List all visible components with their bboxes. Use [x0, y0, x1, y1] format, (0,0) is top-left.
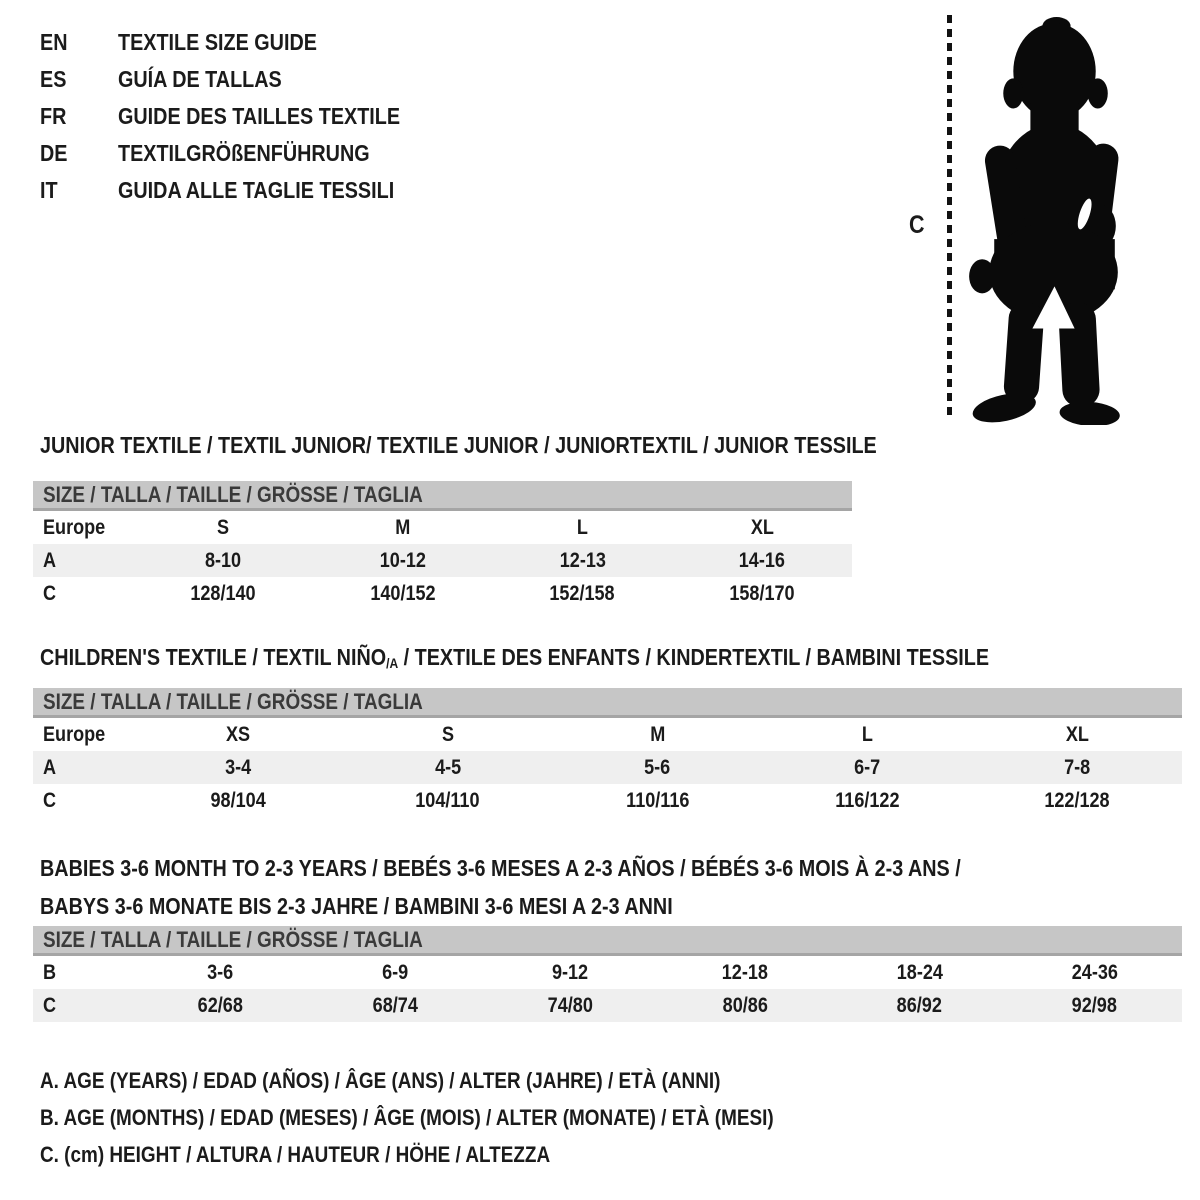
table-cell: L: [861, 722, 873, 746]
table-cell: S: [216, 515, 229, 539]
row-label: C: [43, 993, 57, 1017]
table-cell: 6-9: [382, 960, 409, 984]
babies-section-title: [40, 849, 1111, 925]
table-row-europe: [33, 511, 852, 544]
table-cell: 7-8: [1064, 755, 1091, 779]
row-label: C: [43, 581, 57, 605]
table-cell: 12-13: [559, 548, 606, 572]
children-size-table: [33, 688, 1182, 817]
table-cell: 98/104: [210, 788, 266, 812]
language-guide-title: GUIDA ALLE TAGLIE TESSILI: [118, 177, 395, 203]
table-cell: 4-5: [434, 755, 461, 779]
table-cell: S: [441, 722, 454, 746]
legend-line-a: A. AGE (YEARS) / EDAD (AÑOS) / ÂGE (ANS) / ALTER (JAHRE) / ETÀ (ANNI): [40, 1067, 721, 1093]
table-cell: 6-7: [854, 755, 881, 779]
table-cell: 128/140: [190, 581, 256, 605]
table-cell: 140/152: [369, 581, 436, 605]
height-measure-label: C: [909, 211, 925, 239]
table-cell: M: [649, 722, 666, 746]
table-cell: 14-16: [739, 548, 786, 572]
language-row-it: [40, 172, 446, 209]
table-cell: 9-12: [551, 960, 589, 984]
language-code: DE: [40, 140, 68, 166]
table-cell: 80/86: [722, 993, 768, 1017]
babies-title-line1: BABIES 3-6 MONTH TO 2-3 YEARS / BEBÉS 3-6 MESES A 2-3 AÑOS / BÉBÉS 3-6 MOIS À 2-3 ANS /: [40, 855, 961, 881]
table-row-age-months: [33, 956, 1182, 989]
language-title-list: [40, 24, 446, 209]
size-header-bar: [33, 481, 852, 511]
language-row-es: [40, 61, 446, 98]
table-row-age: [33, 751, 1182, 784]
table-cell: M: [395, 515, 411, 539]
row-label: Europe: [43, 722, 106, 746]
table-cell: 10-12: [379, 548, 426, 572]
language-guide-title: TEXTILGRÖßENFÜHRUNG: [118, 140, 370, 166]
language-code: ES: [40, 66, 67, 92]
table-cell: 68/74: [372, 993, 418, 1017]
measurement-legend: [40, 1062, 893, 1173]
table-cell: 74/80: [547, 993, 593, 1017]
table-cell: XL: [1065, 722, 1089, 746]
table-row-height: [33, 989, 1182, 1022]
language-row-de: [40, 135, 446, 172]
size-header-label: SIZE / TALLA / TAILLE / GRÖSSE / TAGLIA: [43, 481, 423, 507]
language-guide-title: TEXTILE SIZE GUIDE: [118, 29, 317, 55]
table-cell: 18-24: [896, 960, 943, 984]
table-row-age: [33, 544, 852, 577]
table-cell: 86/92: [897, 993, 943, 1017]
table-row-europe: [33, 718, 1182, 751]
language-guide-title: GUÍA DE TALLAS: [118, 66, 282, 92]
table-cell: 3-4: [224, 755, 251, 779]
table-cell: 12-18: [721, 960, 768, 984]
language-code: EN: [40, 29, 68, 55]
row-label: Europe: [43, 515, 106, 539]
row-label: A: [43, 548, 57, 572]
table-cell: XL: [750, 515, 774, 539]
babies-size-table: [33, 926, 1182, 1022]
size-header-label: SIZE / TALLA / TAILLE / GRÖSSE / TAGLIA: [43, 926, 423, 952]
baby-silhouette-icon: [960, 13, 1141, 425]
size-header-bar: [33, 688, 1182, 718]
language-row-en: [40, 24, 446, 61]
table-cell: 8-10: [204, 548, 241, 572]
table-cell: 3-6: [207, 960, 234, 984]
table-row-height: [33, 577, 852, 610]
row-label: B: [43, 960, 57, 984]
row-label: A: [43, 755, 57, 779]
language-guide-title: GUIDE DES TAILLES TEXTILE: [118, 103, 401, 129]
table-cell: 122/128: [1044, 788, 1110, 812]
table-cell: L: [576, 515, 588, 539]
table-cell: 62/68: [197, 993, 244, 1017]
height-measure-dashed-line: [947, 15, 952, 419]
language-row-fr: [40, 98, 446, 135]
table-row-height: [33, 784, 1182, 817]
table-cell: 158/170: [729, 581, 795, 605]
size-header-label: SIZE / TALLA / TAILLE / GRÖSSE / TAGLIA: [43, 688, 423, 714]
table-cell: 116/122: [835, 788, 900, 812]
nino-a-subscript: /A: [386, 655, 399, 671]
table-cell: 152/158: [549, 581, 616, 605]
legend-line-c: C. (cm) HEIGHT / ALTURA / HAUTEUR / HÖHE / ALTEZZA: [40, 1141, 551, 1167]
table-cell: 110/116: [625, 788, 690, 812]
table-cell: XS: [225, 722, 250, 746]
language-code: FR: [40, 103, 67, 129]
table-cell: 104/110: [415, 788, 480, 812]
legend-line-b: B. AGE (MONTHS) / EDAD (MESES) / ÂGE (MOIS) / ALTER (MONATE) / ETÀ (MESI): [40, 1104, 774, 1130]
size-header-bar: [33, 926, 1182, 956]
table-cell: 5-6: [644, 755, 671, 779]
table-cell: 92/98: [1071, 993, 1118, 1017]
children-section-title: CHILDREN'S TEXTILE / TEXTIL $NIÑO_{/A}$ / TEXTILE DES ENFANTS / KINDERTEXTIL / BAMBINI TESSILE: [40, 644, 990, 671]
junior-section-title: JUNIOR TEXTILE / TEXTIL JUNIOR/ TEXTILE JUNIOR / JUNIORTEXTIL / JUNIOR TESSILE: [40, 432, 877, 458]
language-code: IT: [40, 177, 58, 203]
babies-title-line2: BABYS 3-6 MONATE BIS 2-3 JAHRE / BAMBINI 3-6 MESI A 2-3 ANNI: [40, 893, 673, 919]
table-cell: 24-36: [1071, 960, 1118, 984]
junior-size-table: [33, 481, 852, 610]
row-label: C: [43, 788, 57, 812]
